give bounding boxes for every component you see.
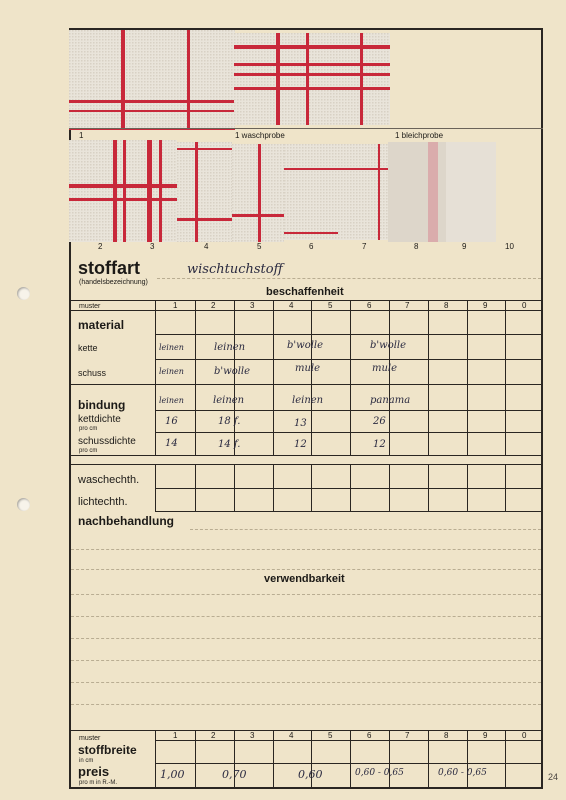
bottom-grid-mid-line <box>155 763 543 764</box>
bottom-grid-number-line <box>155 740 543 741</box>
bottom-col-number-8: 8 <box>444 731 449 740</box>
grid2-vline-8 <box>467 464 468 511</box>
col-number-0: 0 <box>522 301 527 310</box>
grid-hline-schussdichte <box>69 455 543 456</box>
grid-hline-material <box>155 334 543 335</box>
page-number: 24 <box>548 772 559 782</box>
writing-line-2 <box>71 549 541 550</box>
row-label-stoffbreite: stoffbreite <box>78 743 137 757</box>
grid-hline-kette <box>155 359 543 360</box>
col-number-7: 7 <box>405 301 410 310</box>
grid2-bottom-line <box>155 511 543 512</box>
hand-bindung-1: leinen <box>159 396 184 405</box>
hand-schuss-4: mule <box>295 363 321 374</box>
fabric-swatch-8-9 <box>388 142 496 242</box>
grid2-mid-line <box>155 488 543 489</box>
sample-number-3: 3 <box>150 242 155 251</box>
hand-kettdichte-6: 26 <box>373 416 386 427</box>
fabric-swatch-7 <box>338 144 388 240</box>
bottom-vline-7 <box>428 730 429 787</box>
sample-label-waschprobe: 1 waschprobe <box>235 131 285 140</box>
hand-kettdichte-4: 13 <box>294 418 307 429</box>
row-label-preis-unit: pro m in R.-M. <box>79 780 118 786</box>
grid-hline-kettdichte <box>155 432 543 433</box>
sample-number-5: 5 <box>257 242 262 251</box>
bottom-vline-8 <box>467 730 468 787</box>
hand-kettdichte-2: 18 f. <box>218 416 241 427</box>
row-label-preis: preis <box>78 764 110 779</box>
hand-kettdichte-1: 16 <box>165 416 178 427</box>
bottom-grid-top-line <box>69 730 543 731</box>
hand-bindung-2: leinen <box>213 395 245 406</box>
sample-label-bleichprobe: 1 bleichprobe <box>395 131 444 140</box>
col-number-1: 1 <box>173 301 178 310</box>
title-underline <box>157 278 541 279</box>
fabric-swatch-1-waschprobe <box>234 33 390 125</box>
row-label-nachbehandlung: nachbehandlung <box>78 514 174 528</box>
writing-line-6 <box>71 638 541 639</box>
col-number-8: 8 <box>444 301 449 310</box>
writing-line-7 <box>71 660 541 661</box>
bottom-vline-1 <box>195 730 196 787</box>
row-label-kettdichte: kettdichte <box>78 414 121 425</box>
writing-line-5 <box>71 616 541 617</box>
col-number-2: 2 <box>211 301 216 310</box>
grid2-top-line <box>69 464 543 465</box>
row-label-bindung: bindung <box>78 398 126 412</box>
hand-schuss-1: leinen <box>159 367 184 376</box>
col-number-3: 3 <box>250 301 255 310</box>
row-label-schuss: schuss <box>78 368 107 378</box>
price-3: 0,70 <box>222 768 247 781</box>
bottom-vline-3 <box>273 730 274 787</box>
grid2-vline-0 <box>155 464 156 511</box>
sample-label-1: 1 <box>79 131 84 140</box>
hand-kette-1: leinen <box>159 343 184 352</box>
row-label-lichtechth: lichtechth. <box>78 496 128 508</box>
fabric-swatch-5 <box>232 144 284 242</box>
grid2-vline-6 <box>389 464 390 511</box>
grid2-vline-3 <box>273 464 274 511</box>
sample-number-8: 8 <box>414 242 419 251</box>
writing-line-1 <box>190 529 541 530</box>
hand-schuss-6: mule <box>372 363 398 374</box>
price-6-7: 0,60 - 0,65 <box>355 768 404 778</box>
fabric-swatch-6 <box>284 144 338 240</box>
grid2-vline-5 <box>350 464 351 511</box>
sample-number-2: 2 <box>98 242 103 251</box>
bottom-muster-label: muster <box>79 735 101 742</box>
writing-line-3 <box>71 569 541 570</box>
bottom-col-number-0: 0 <box>522 731 527 740</box>
punch-hole-top <box>17 287 30 300</box>
grid-hline-schuss <box>69 384 543 385</box>
fabric-swatch-4 <box>177 142 232 242</box>
writing-line-9 <box>71 704 541 705</box>
row-label-kettdichte-unit: pro cm <box>79 426 98 432</box>
fabric-swatch-2-3 <box>69 140 177 242</box>
bottom-vline-5 <box>350 730 351 787</box>
bottom-col-number-3: 3 <box>250 731 255 740</box>
hand-bindung-4: leinen <box>292 395 324 406</box>
bottom-vline-9 <box>505 730 506 787</box>
writing-line-4 <box>71 594 541 595</box>
bottom-vline-0 <box>155 730 156 787</box>
grid2-vline-2 <box>234 464 235 511</box>
grid2-vline-1 <box>195 464 196 511</box>
hand-schussdichte-4: 12 <box>294 439 307 450</box>
sample-number-4: 4 <box>204 242 209 251</box>
bottom-col-number-1: 1 <box>173 731 178 740</box>
bottom-col-number-2: 2 <box>211 731 216 740</box>
col-number-5: 5 <box>328 301 333 310</box>
swatch-divider <box>69 128 543 129</box>
bottom-col-number-9: 9 <box>483 731 488 740</box>
beschaffenheit-heading: beschaffenheit <box>266 286 344 298</box>
punch-hole-bottom <box>17 498 30 511</box>
stoffart-subtitle: (handelsbezeichnung) <box>79 279 148 286</box>
bottom-col-number-7: 7 <box>405 731 410 740</box>
sample-number-7: 7 <box>362 242 367 251</box>
sample-number-10: 10 <box>505 242 514 251</box>
hand-schussdichte-2: 14 f. <box>218 439 241 450</box>
hand-schuss-2: b'wolle <box>214 366 251 377</box>
col-number-4: 4 <box>289 301 294 310</box>
bottom-col-number-5: 5 <box>328 731 333 740</box>
writing-line-8 <box>71 682 541 683</box>
grid2-vline-9 <box>505 464 506 511</box>
grid-top-line <box>69 300 543 301</box>
grid2-vline-4 <box>311 464 312 511</box>
handwritten-stoffart: wischtuchstoff <box>187 262 283 277</box>
row-label-schussdichte-unit: pro cm <box>79 448 98 454</box>
hand-schussdichte-1: 14 <box>165 438 178 449</box>
hand-kette-4: b'wolle <box>287 340 324 351</box>
hand-kette-6: b'wolle <box>370 340 407 351</box>
sample-number-6: 6 <box>309 242 314 251</box>
verwendbarkeit-heading: verwendbarkeit <box>264 573 345 585</box>
row-label-stoffbreite-unit: in cm <box>79 758 94 764</box>
row-label-schussdichte: schussdichte <box>78 436 136 447</box>
fabric-swatch-1 <box>69 30 235 130</box>
col-number-6: 6 <box>367 301 372 310</box>
price-1: 1,00 <box>160 768 185 781</box>
row-label-material: material <box>78 318 125 332</box>
bottom-col-number-4: 4 <box>289 731 294 740</box>
col-number-9: 9 <box>483 301 488 310</box>
bottom-grid-bottom-line <box>69 787 543 789</box>
hand-kette-2: leinen <box>214 342 246 353</box>
bottom-col-number-6: 6 <box>367 731 372 740</box>
grid2-vline-7 <box>428 464 429 511</box>
grid-hline-bindung <box>155 410 543 411</box>
bottom-vline-6 <box>389 730 390 787</box>
stoffart-title: stoffart <box>78 258 140 278</box>
price-8-9: 0,60 - 0,65 <box>438 768 487 778</box>
muster-label: muster <box>79 303 101 310</box>
row-label-waschechth: waschechth. <box>78 474 140 486</box>
row-label-kette: kette <box>78 343 98 353</box>
sample-number-9: 9 <box>462 242 467 251</box>
grid-col-number-line <box>69 310 543 311</box>
hand-schussdichte-6: 12 <box>373 439 386 450</box>
price-5: 0,60 <box>298 768 323 781</box>
hand-bindung-6: panama <box>370 395 411 406</box>
